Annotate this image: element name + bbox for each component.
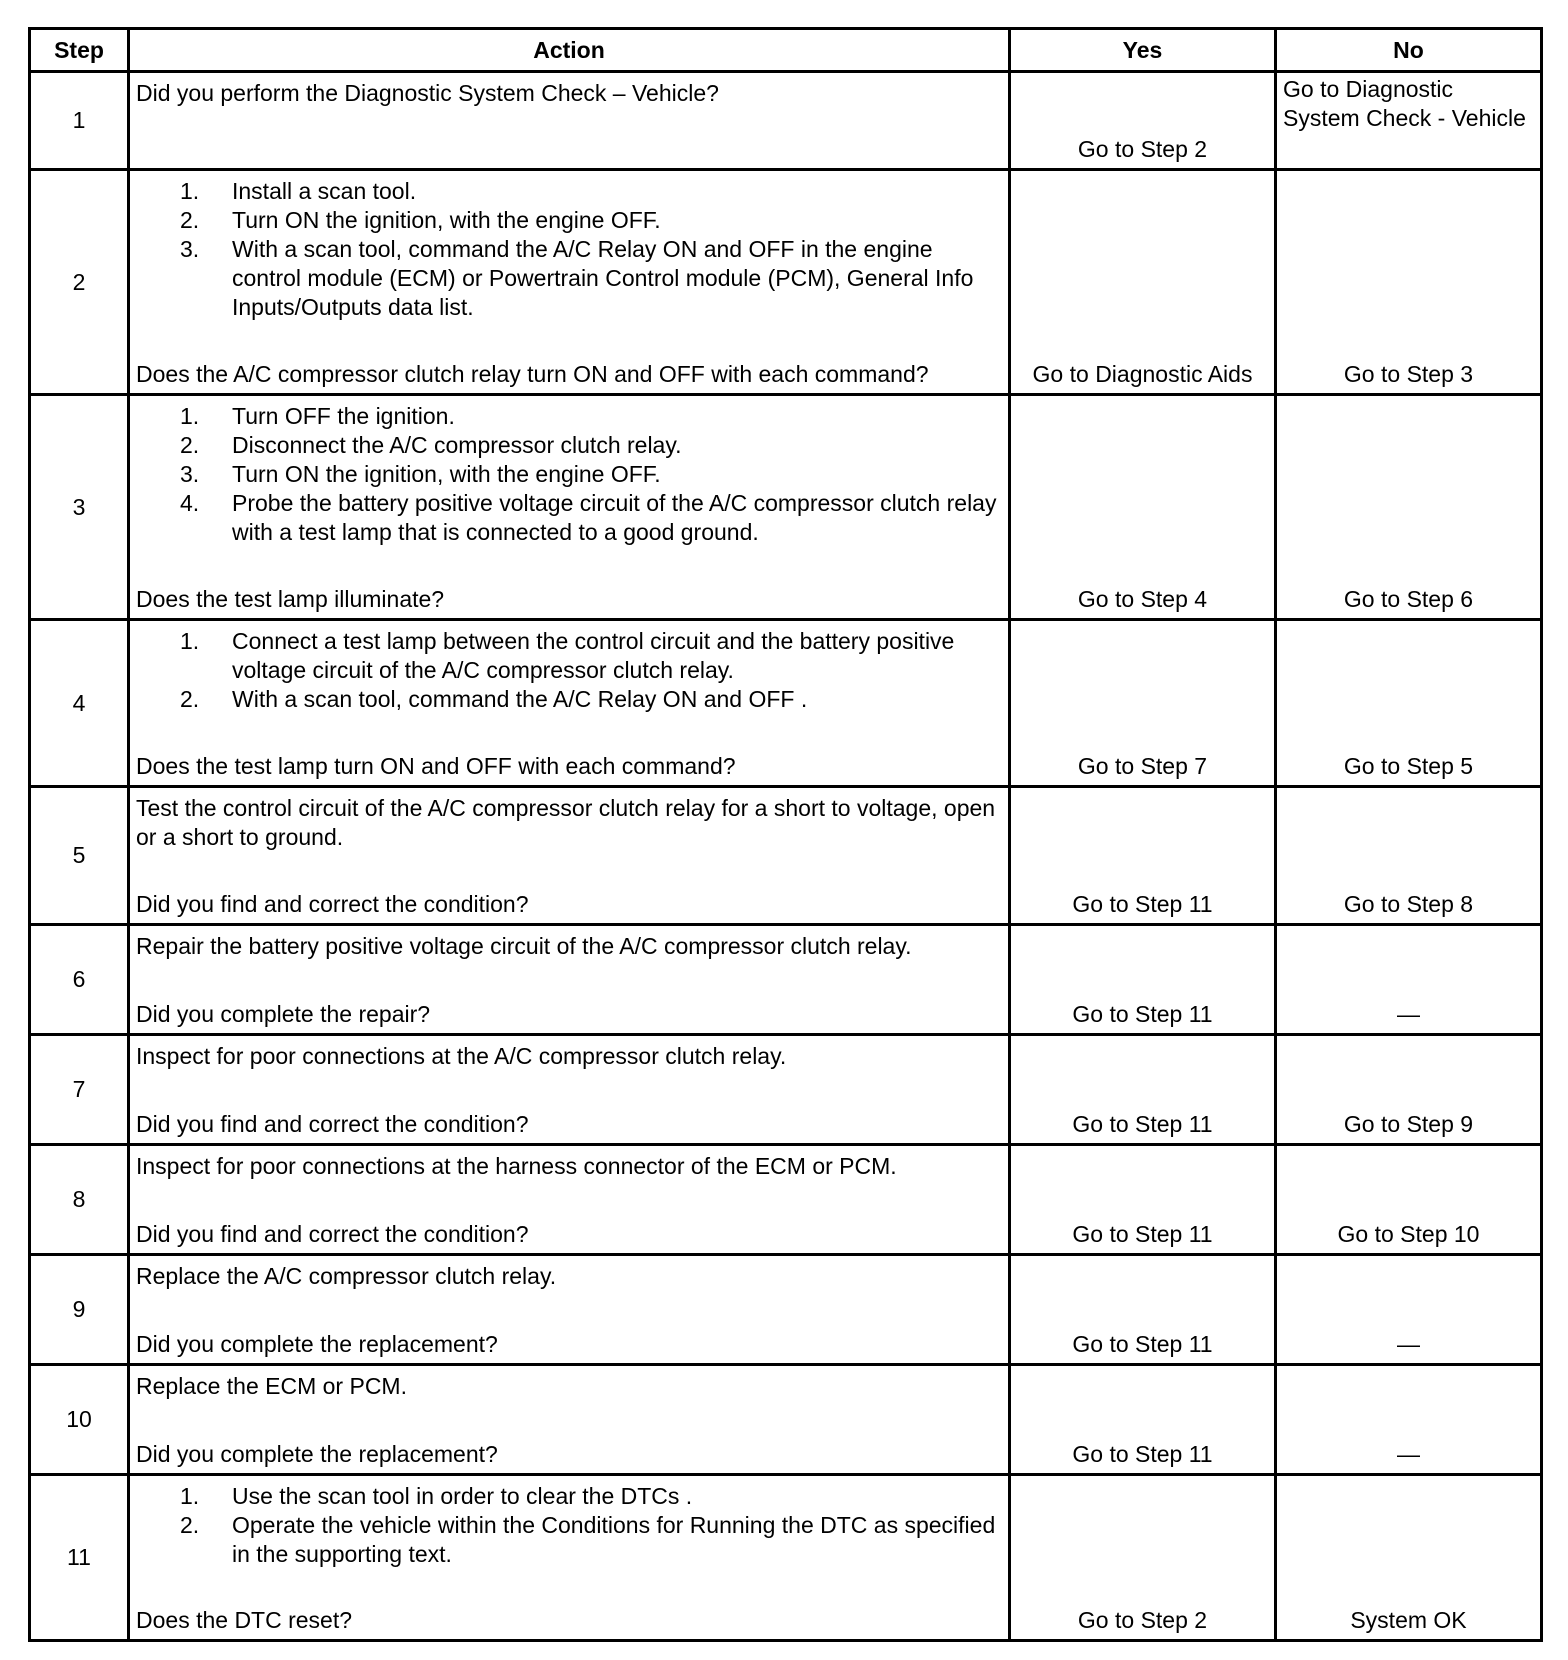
no-cell xyxy=(1276,1365,1542,1475)
action-question: Did you complete the replacement? xyxy=(136,1331,498,1357)
action-question: Did you complete the repair? xyxy=(136,1001,431,1027)
yes-cell xyxy=(1010,925,1276,1035)
action-step-item xyxy=(130,685,1004,714)
action-question: Did you find and correct the condition? xyxy=(136,891,529,917)
yes-response: Go to Step 2 xyxy=(1077,136,1208,162)
action-step-text: Use the scan tool in order to clear the DTCs . xyxy=(232,1483,693,1509)
header-step: Step xyxy=(30,29,129,72)
table-row xyxy=(30,1145,1542,1255)
action-step-item xyxy=(130,235,1004,322)
action-step-text: Turn ON the ignition, with the engine OFF. xyxy=(232,207,661,233)
yes-response: Go to Step 11 xyxy=(1072,891,1213,917)
action-step-number: 3. xyxy=(180,236,200,262)
action-step-text: Turn OFF the ignition. xyxy=(232,403,455,429)
step-number: 2 xyxy=(30,170,129,395)
no-cell xyxy=(1276,620,1542,787)
action-content xyxy=(130,171,1008,393)
action-step-item xyxy=(130,177,1004,206)
action-instruction: Replace the ECM or PCM. xyxy=(136,1373,407,1399)
no-response: Go to Step 5 xyxy=(1343,753,1474,779)
action-content xyxy=(130,926,1008,1033)
yes-response: Go to Diagnostic Aids xyxy=(1032,361,1253,387)
action-content xyxy=(130,1036,1008,1143)
table-row xyxy=(30,1365,1542,1475)
no-response: System OK xyxy=(1350,1607,1467,1633)
step-number: 8 xyxy=(30,1145,129,1255)
action-cell xyxy=(129,925,1010,1035)
action-step-number: 1. xyxy=(180,628,200,654)
action-step-text: Turn ON the ignition, with the engine OFF. xyxy=(232,461,661,487)
no-response: Go to Diagnostic System Check - Vehicle xyxy=(1283,76,1526,131)
action-question: Does the test lamp illuminate? xyxy=(136,586,445,612)
action-content xyxy=(130,1476,1008,1639)
yes-response: Go to Step 11 xyxy=(1072,1331,1213,1357)
action-step-text: Disconnect the A/C compressor clutch relay. xyxy=(232,432,682,458)
action-content xyxy=(130,1256,1008,1363)
action-step-text: Operate the vehicle within the Conditions for Running the DTC as specified in the supporting text. xyxy=(232,1512,996,1567)
action-question: Does the test lamp turn ON and OFF with each command? xyxy=(136,753,736,779)
yes-response: Go to Step 4 xyxy=(1077,586,1208,612)
action-cell xyxy=(129,1035,1010,1145)
no-cell xyxy=(1276,395,1542,620)
action-instruction: Test the control circuit of the A/C compressor clutch relay for a short to voltage, open or a short to ground. xyxy=(136,795,996,850)
action-instruction: Inspect for poor connections at the A/C compressor clutch relay. xyxy=(136,1043,787,1069)
yes-cell xyxy=(1010,620,1276,787)
table-row xyxy=(30,787,1542,925)
table-row xyxy=(30,1035,1542,1145)
action-step-item xyxy=(130,431,1004,460)
yes-cell xyxy=(1010,1145,1276,1255)
action-step-text: With a scan tool, command the A/C Relay ON and OFF in the engine control module (ECM) or Powertrain Control module (PCM), General Info Inputs/Outputs data list. xyxy=(232,236,974,320)
table-row xyxy=(30,72,1542,170)
no-cell xyxy=(1276,72,1542,170)
step-number: 7 xyxy=(30,1035,129,1145)
action-step-item xyxy=(130,460,1004,489)
action-instruction: Replace the A/C compressor clutch relay. xyxy=(136,1263,557,1289)
action-step-number: 2. xyxy=(180,1512,200,1538)
yes-cell xyxy=(1010,395,1276,620)
step-number: 6 xyxy=(30,925,129,1035)
yes-cell xyxy=(1010,787,1276,925)
step-number: 5 xyxy=(30,787,129,925)
yes-cell xyxy=(1010,170,1276,395)
no-cell xyxy=(1276,1145,1542,1255)
action-step-item xyxy=(130,627,1004,685)
action-cell xyxy=(129,620,1010,787)
yes-response: Go to Step 2 xyxy=(1077,1607,1208,1633)
action-step-item xyxy=(130,489,1004,547)
action-content xyxy=(130,788,1008,923)
action-cell xyxy=(129,1475,1010,1641)
action-step-text: Connect a test lamp between the control circuit and the battery positive voltage circuit of the A/C compressor clutch relay. xyxy=(232,628,955,683)
action-step-text: Probe the battery positive voltage circuit of the A/C compressor clutch relay with a test lamp that is connected to a good ground. xyxy=(232,490,997,545)
action-step-list xyxy=(130,1476,1008,1569)
action-step-list xyxy=(130,621,1008,714)
action-cell xyxy=(129,72,1010,170)
diagnostic-table xyxy=(28,27,1543,1642)
step-number: 4 xyxy=(30,620,129,787)
yes-cell xyxy=(1010,1035,1276,1145)
action-step-item xyxy=(130,1511,1004,1569)
action-step-item xyxy=(130,402,1004,431)
action-cell xyxy=(129,1365,1010,1475)
table-row xyxy=(30,925,1542,1035)
yes-response: Go to Step 7 xyxy=(1077,753,1208,779)
yes-cell xyxy=(1010,1255,1276,1365)
action-instruction: Did you perform the Diagnostic System Check – Vehicle? xyxy=(136,80,719,106)
action-cell xyxy=(129,1255,1010,1365)
no-response-dash: — xyxy=(1397,1331,1420,1357)
step-number: 10 xyxy=(30,1365,129,1475)
no-cell xyxy=(1276,787,1542,925)
action-step-number: 3. xyxy=(180,461,200,487)
action-step-text: With a scan tool, command the A/C Relay ON and OFF . xyxy=(232,686,808,712)
step-number: 3 xyxy=(30,395,129,620)
no-response-dash: — xyxy=(1397,1441,1420,1467)
no-cell xyxy=(1276,1255,1542,1365)
action-step-number: 2. xyxy=(180,432,200,458)
header-row xyxy=(30,29,1542,72)
no-response: Go to Step 9 xyxy=(1343,1111,1474,1137)
table-row xyxy=(30,170,1542,395)
yes-response: Go to Step 11 xyxy=(1072,1221,1213,1247)
no-response: Go to Step 10 xyxy=(1337,1221,1480,1247)
action-step-item xyxy=(130,206,1004,235)
action-cell xyxy=(129,1145,1010,1255)
yes-cell xyxy=(1010,1365,1276,1475)
yes-cell xyxy=(1010,72,1276,170)
action-content xyxy=(130,396,1008,618)
action-step-list xyxy=(130,396,1008,547)
no-response-dash: — xyxy=(1397,1001,1420,1027)
no-response: Go to Step 3 xyxy=(1343,361,1474,387)
action-step-item xyxy=(130,1482,1004,1511)
action-content xyxy=(130,1366,1008,1473)
action-question: Did you complete the replacement? xyxy=(136,1441,498,1467)
no-response: Go to Step 6 xyxy=(1343,586,1474,612)
no-cell xyxy=(1276,1475,1542,1641)
action-content xyxy=(130,621,1008,785)
table-row xyxy=(30,620,1542,787)
yes-response: Go to Step 11 xyxy=(1072,1441,1213,1467)
no-cell xyxy=(1276,170,1542,395)
action-step-list xyxy=(130,171,1008,322)
header-no: No xyxy=(1276,29,1542,72)
action-step-number: 2. xyxy=(180,207,200,233)
table-row xyxy=(30,395,1542,620)
action-question: Does the DTC reset? xyxy=(136,1607,353,1633)
header-action: Action xyxy=(129,29,1010,72)
step-number: 1 xyxy=(30,72,129,170)
action-step-text: Install a scan tool. xyxy=(232,178,417,204)
action-cell xyxy=(129,170,1010,395)
action-question: Did you find and correct the condition? xyxy=(136,1111,529,1137)
no-cell xyxy=(1276,925,1542,1035)
table-row xyxy=(30,1255,1542,1365)
action-cell xyxy=(129,395,1010,620)
action-step-number: 1. xyxy=(180,403,200,429)
action-content xyxy=(130,1146,1008,1253)
action-step-number: 1. xyxy=(180,178,200,204)
yes-response: Go to Step 11 xyxy=(1072,1001,1213,1027)
step-number: 9 xyxy=(30,1255,129,1365)
action-instruction: Repair the battery positive voltage circuit of the A/C compressor clutch relay. xyxy=(136,933,912,959)
action-content xyxy=(130,73,1008,168)
table-row xyxy=(30,1475,1542,1641)
action-step-number: 2. xyxy=(180,686,200,712)
step-number: 11 xyxy=(30,1475,129,1641)
action-question: Does the A/C compressor clutch relay turn ON and OFF with each command? xyxy=(136,361,929,387)
action-question: Did you find and correct the condition? xyxy=(136,1221,529,1247)
no-cell xyxy=(1276,1035,1542,1145)
action-instruction: Inspect for poor connections at the harness connector of the ECM or PCM. xyxy=(136,1153,897,1179)
yes-cell xyxy=(1010,1475,1276,1641)
header-yes: Yes xyxy=(1010,29,1276,72)
no-response: Go to Step 8 xyxy=(1343,891,1474,917)
action-cell xyxy=(129,787,1010,925)
yes-response: Go to Step 11 xyxy=(1072,1111,1213,1137)
action-step-number: 1. xyxy=(180,1483,200,1509)
action-step-number: 4. xyxy=(180,490,200,516)
